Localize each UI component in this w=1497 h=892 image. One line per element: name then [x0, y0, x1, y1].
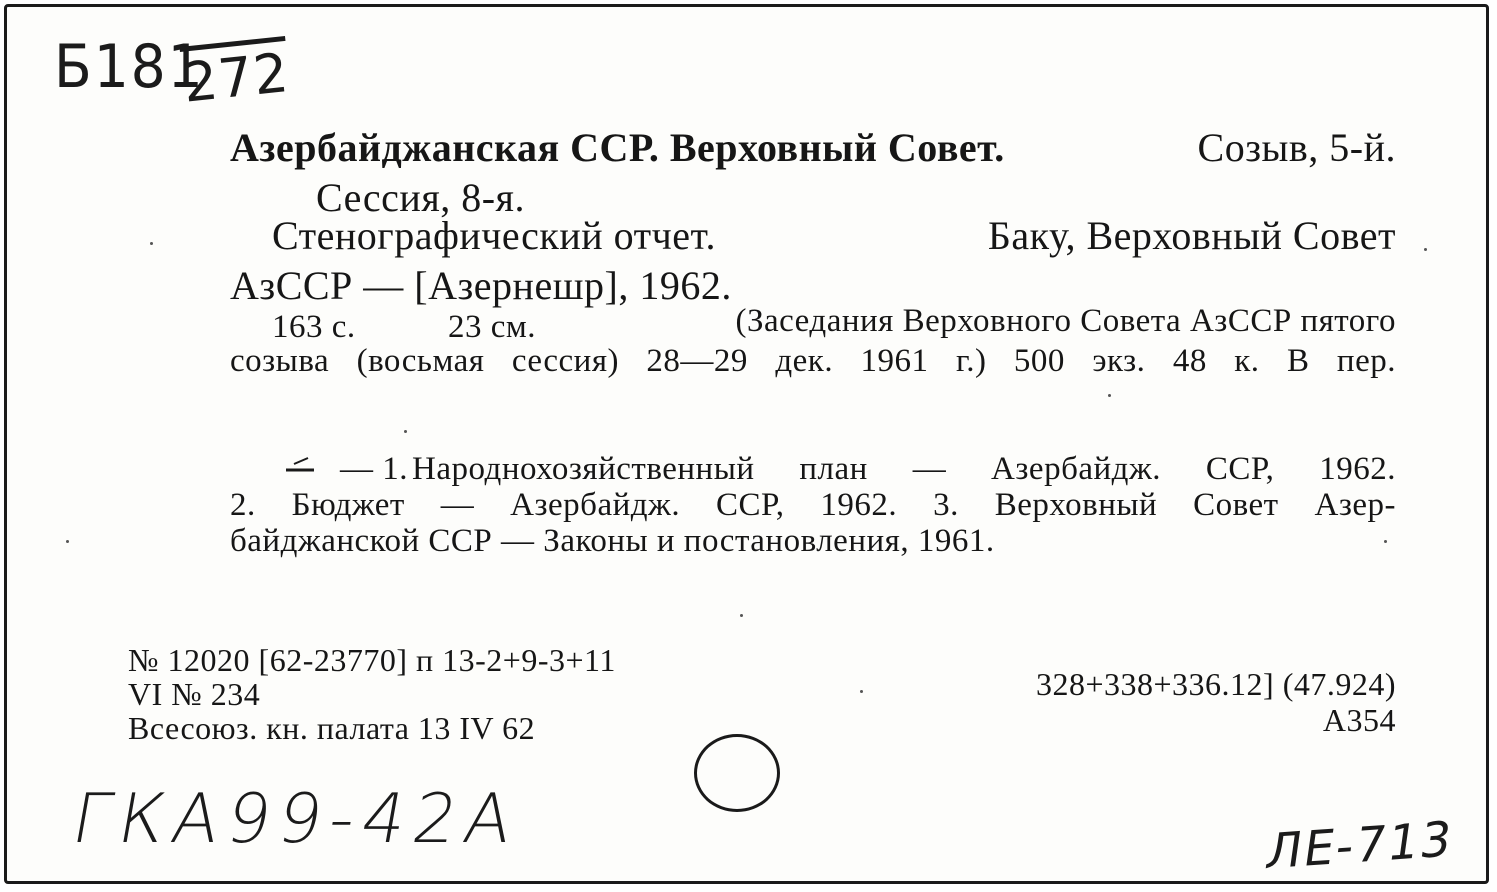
- heading-convocation: Созыв, 5-й.: [1197, 125, 1396, 170]
- subject-1: Народнохозяйственный план — Азербайдж. ССР, 1962.: [412, 451, 1396, 487]
- subject-prefix: — 1.: [340, 451, 408, 487]
- title-line: [272, 214, 1396, 258]
- imprint-place: Баку, Верховный Совет: [987, 213, 1396, 258]
- speck: [66, 540, 69, 543]
- subject-line-3: байджанской ССР — Законы и постановления, 1961.: [230, 523, 995, 559]
- heading-session: Сессия, 8-я.: [316, 175, 525, 220]
- speck: [150, 242, 153, 245]
- handwritten-shelf-number: 272: [180, 40, 293, 115]
- speck: [740, 614, 743, 617]
- title-text: Стенографический отчет.: [272, 213, 716, 258]
- handwritten-shelf-code: Б181: [54, 32, 205, 102]
- speck: [1424, 248, 1427, 251]
- handwritten-inventory-code: ГКА99-42А: [66, 780, 527, 859]
- tracing-symbol: [284, 452, 316, 474]
- subject-line-1: [340, 450, 1396, 488]
- handwritten-corner-note: ЛЕ-713: [1262, 810, 1457, 881]
- card-hole-circle: [694, 734, 780, 812]
- vi-number: VI № 234: [128, 676, 261, 712]
- speck: [1108, 394, 1111, 397]
- speck: [1384, 540, 1387, 543]
- author-mark: А354: [1322, 702, 1396, 738]
- book-chamber: Всесоюз. кн. палата 13 IV 62: [128, 710, 536, 746]
- record-number: № 12020 [62-23770] п 13-2+9-3+11: [128, 642, 616, 678]
- speck: [860, 690, 863, 693]
- physical-size: 23 см.: [448, 309, 537, 345]
- subject-line-2: 2. Бюджет — Азербайдж. ССР, 1962. 3. Верховный Совет Азер-: [230, 487, 1396, 523]
- heading-corporate-author: Азербайджанская ССР. Верховный Совет.: [230, 125, 1005, 170]
- imprint-publisher: АзССР — [Азернешр], 1962.: [230, 263, 732, 308]
- classification-index: 328+338+336.12] (47.924): [1035, 666, 1396, 702]
- physical-pages: 163 с.: [272, 309, 356, 345]
- series-note-start: (Заседания Верховного Совета АзССР пятого: [735, 303, 1396, 339]
- speck: [404, 430, 407, 433]
- series-note-end: созыва (восьмая сессия) 28—29 дек. 1961 г.) 500 экз. 48 к. В пер.: [230, 343, 1396, 379]
- heading-line-1: [230, 126, 1396, 170]
